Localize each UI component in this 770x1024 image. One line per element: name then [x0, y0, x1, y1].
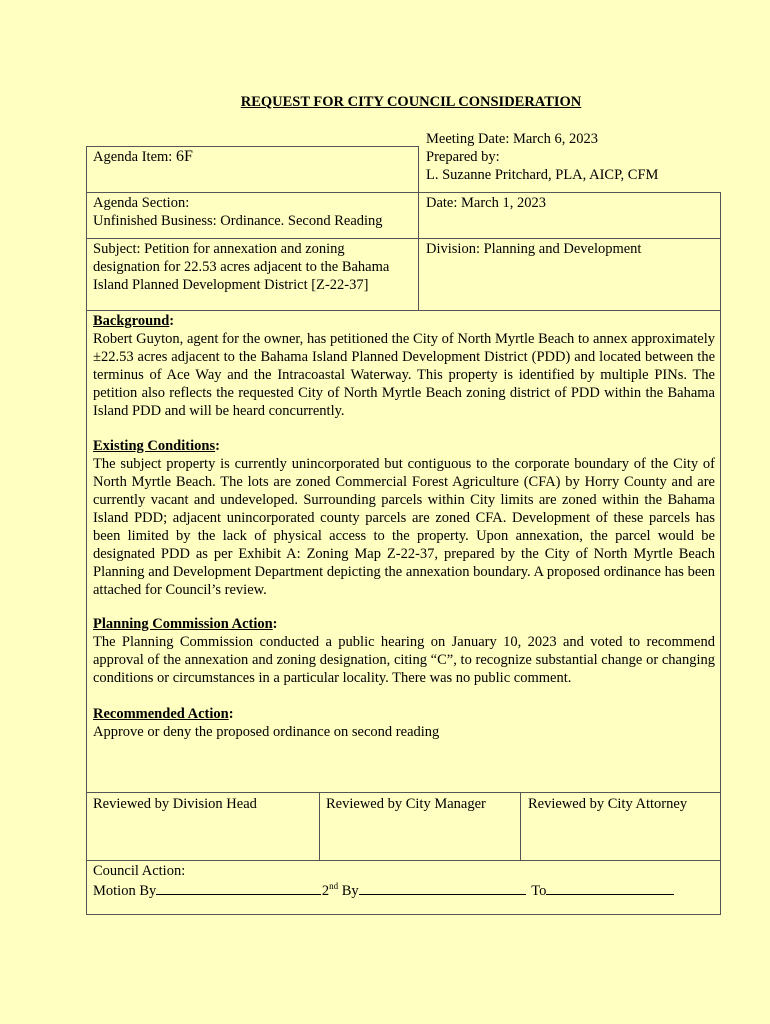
council-action-signatures: [93, 880, 713, 900]
agenda-section: [93, 194, 413, 230]
motion-by-label: Motion By: [93, 883, 157, 899]
prepared-by-name: L. Suzanne Pritchard, PLA, AICP, CFM: [426, 167, 659, 183]
table-left-border: [86, 146, 87, 914]
meeting-info: [426, 130, 720, 184]
planning-commission-section: Planning Commission Action: The Planning Commission conducted a public hearing on January 10, 2023 and voted to recommend approval of the annexation and zoning designation, citing “C”, to recognize substantial change or changing conditions or circumstances in a particular locality. There was no public comment.: [93, 616, 715, 686]
existing-conditions-text: The subject property is currently unincorporated but contiguous to the corporate boundary of the City of North Myrtle Beach. The lots are zoned Commercial Forest Agriculture (CFA) by Horry County and are currently vacant and undeveloped. Surrounding parcels within City limits are zoned within the Bahama Island PDD; adjacent unincorporated county parcels are zoned CFA. Development of these parcels has been limited by the lack of physical access to the property. Upon annexation, the parcel would be designated PDD as per Exhibit A: Zoning Map Z-22-37, prepared by the City of North Myrtle Beach Planning and Development Department depicting the annexation boundary. A proposed ordinance has been attached for Council’s review.: [93, 456, 715, 598]
table-right-border: [720, 192, 721, 914]
reviewed-by-city-manager: Reviewed by City Manager: [326, 796, 486, 812]
prepared-by-label: Prepared by:: [426, 149, 500, 165]
agenda-section-label: Agenda Section:: [93, 195, 190, 211]
planning-commission-text: The Planning Commission conducted a public hearing on January 10, 2023 and voted to recommend approval of the annexation and zoning designation, citing “C”, to recognize substantial change or changing conditions or circumstances in a particular locality. There was no public comment.: [93, 634, 715, 686]
agenda-item: [93, 148, 413, 166]
agenda-section-value: Unfinished Business: Ordinance. Second Reading: [93, 213, 383, 229]
table-top-border: [86, 146, 419, 147]
council-action: [93, 862, 713, 900]
review-top-border: [86, 792, 721, 793]
recommended-action-section: Recommended Action: Approve or deny the proposed ordinance on second reading: [93, 706, 440, 740]
page-title: REQUEST FOR CITY COUNCIL CONSIDERATION: [240, 94, 582, 110]
agenda-item-value: 6F: [175, 148, 193, 165]
date: Date: March 1, 2023: [426, 195, 546, 211]
to-field[interactable]: [546, 880, 674, 895]
reviewed-by-division-head: Reviewed by Division Head: [93, 796, 257, 812]
review-divider-1: [319, 792, 320, 860]
second-by-field[interactable]: [359, 880, 526, 895]
existing-conditions-heading: Existing Conditions: [93, 438, 216, 454]
recommended-action-heading: Recommended Action: [93, 706, 229, 722]
motion-by-field[interactable]: [156, 880, 321, 895]
existing-conditions-section: Existing Conditions: The subject property is currently unincorporated but contiguous to the corporate boundary of the City of North Myrtle Beach. The lots are zoned Commercial Forest Agriculture (CFA) by Horry County and are currently vacant and undeveloped. Surrounding parcels within City limits are zoned within the Bahama Island PDD; adjacent unincorporated county parcels are zoned CFA. Development of these parcels has been limited by the lack of physical access to the property. Upon annexation, the parcel would be designated PDD as per Exhibit A: Zoning Map Z-22-37, prepared by the City of North Myrtle Beach Planning and Development Department depicting the annexation boundary. A proposed ordinance has been attached for Council’s review.: [93, 438, 715, 598]
meeting-date: Meeting Date: March 6, 2023: [426, 131, 598, 147]
row-divider-3: [86, 310, 721, 311]
second-by-prefix: 2: [321, 883, 330, 899]
background-text: Robert Guyton, agent for the owner, has petitioned the City of North Myrtle Beach to annex approximately ±22.53 acres adjacent to the Bahama Island Planned Development District (PDD) and located between the terminus of Ace Way and the Intracoastal Waterway. This property is identified by multiple PINs. The petition also reflects the requested City of North Myrtle Beach zoning district of PDD within the Bahama Island PDD and will be heard concurrently.: [93, 331, 715, 419]
column-divider: [418, 146, 419, 310]
to-label: To: [531, 883, 547, 899]
review-bottom-border: [86, 860, 721, 861]
review-divider-2: [520, 792, 521, 860]
division: Division: Planning and Development: [426, 241, 642, 257]
row-divider-2: [86, 238, 721, 239]
subject: Subject: Petition for annexation and zoning designation for 22.53 acres adjacent to the Bahama Island Planned Development District [Z-22-37]: [93, 241, 390, 293]
table-bottom-border: [86, 914, 721, 915]
recommended-action-text: Approve or deny the proposed ordinance on second reading: [93, 724, 440, 740]
agenda-item-label: Agenda Item:: [93, 149, 173, 165]
background-heading: Background: [93, 313, 170, 329]
second-by-label: By: [338, 883, 359, 899]
council-action-label: Council Action:: [93, 863, 186, 879]
planning-commission-heading: Planning Commission Action: [93, 616, 273, 632]
background-section: Background: Robert Guyton, agent for the owner, has petitioned the City of North Myrtle Beach to annex approximately ±22.53 acres adjacent to the Bahama Island Planned Development District (PDD) and located between the terminus of Ace Way and the Intracoastal Waterway. This property is identified by multiple PINs. The petition also reflects the requested City of North Myrtle Beach zoning district of PDD within the Bahama Island PDD and will be heard concurrently.: [93, 313, 715, 419]
row-divider-1: [86, 192, 721, 193]
reviewed-by-city-attorney: Reviewed by City Attorney: [528, 796, 688, 812]
second-by-superscript: nd: [329, 881, 339, 892]
